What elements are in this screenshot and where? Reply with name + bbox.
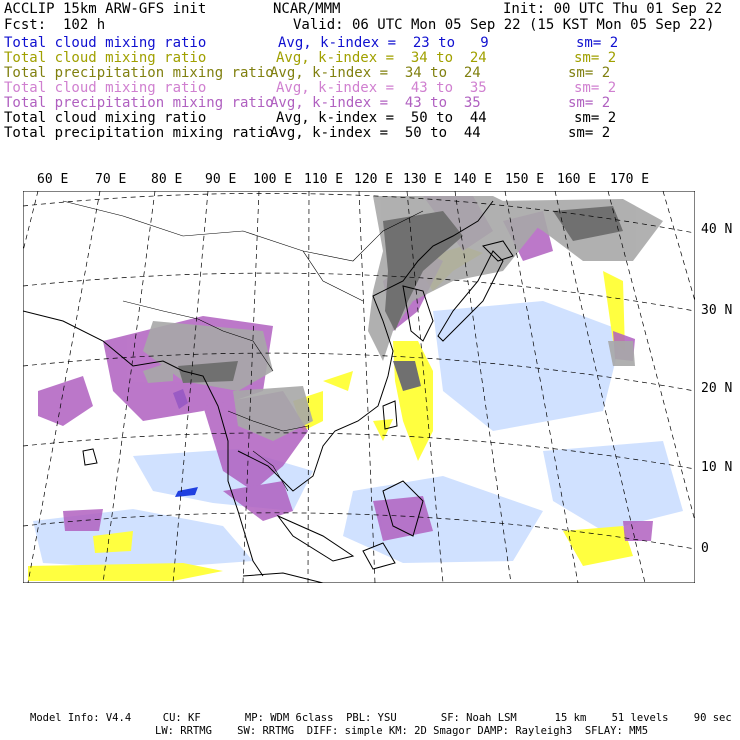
lat-label: 0 — [701, 541, 709, 556]
lon-label: 130 E — [403, 172, 443, 187]
forecast-hour: Fcst: 102 h — [4, 17, 106, 33]
lat-label: 40 N — [701, 222, 733, 237]
lon-label: 60 E — [37, 172, 69, 187]
lon-label: 80 E — [151, 172, 183, 187]
map-panel — [23, 191, 695, 583]
lat-label: 10 N — [701, 460, 733, 475]
footer-physics-info: LW: RRTMG SW: RRTMG DIFF: simple KM: 2D Smagor DAMP: Rayleigh3 SFLAY: MM5 — [155, 725, 649, 737]
legend-smooth-5: sm= 2 — [568, 95, 611, 111]
lon-label: 170 E — [610, 172, 650, 187]
legend-smooth-6: sm= 2 — [574, 110, 617, 126]
valid-time: Valid: 06 UTC Mon 05 Sep 22 (15 KST Mon 05 Sep 22) — [293, 17, 715, 33]
lon-label: 160 E — [557, 172, 597, 187]
lon-label: 140 E — [453, 172, 493, 187]
lat-label: 30 N — [701, 303, 733, 318]
legend-field-3: Total precipitation mixing ratio — [4, 65, 274, 81]
lon-label: 100 E — [253, 172, 293, 187]
map-svg — [23, 191, 695, 583]
legend-range-2: Avg, k-index = 34 to 24 — [276, 50, 487, 66]
lon-label: 90 E — [205, 172, 237, 187]
legend-smooth-3: sm= 2 — [568, 65, 611, 81]
lat-label: 20 N — [701, 381, 733, 396]
legend-range-6: Avg, k-index = 50 to 44 — [276, 110, 487, 126]
footer-model-info: Model Info: V4.4 CU: KF MP: WDM 6class PBL: YSU SF: Noah LSM 15 km 51 levels 90 sec — [30, 712, 732, 724]
legend-smooth-2: sm= 2 — [574, 50, 617, 66]
lon-label: 70 E — [95, 172, 127, 187]
legend-range-5: Avg, k-index = 43 to 35 — [270, 95, 481, 111]
legend-smooth-1: sm= 2 — [576, 35, 619, 51]
legend-field-7: Total precipitation mixing ratio — [4, 125, 274, 141]
lon-label: 150 E — [505, 172, 545, 187]
legend-range-3: Avg, k-index = 34 to 24 — [270, 65, 481, 81]
legend-range-1: Avg, k-index = 23 to 9 — [278, 35, 489, 51]
legend-range-4: Avg, k-index = 43 to 35 — [276, 80, 487, 96]
legend-field-4: Total cloud mixing ratio — [4, 80, 207, 96]
legend-range-7: Avg, k-index = 50 to 44 — [270, 125, 481, 141]
lon-label: 120 E — [354, 172, 394, 187]
lon-label: 110 E — [304, 172, 344, 187]
organization-label: NCAR/MMM — [273, 1, 341, 17]
legend-smooth-7: sm= 2 — [568, 125, 611, 141]
legend-field-2: Total cloud mixing ratio — [4, 50, 207, 66]
legend-field-1: Total cloud mixing ratio — [4, 35, 207, 51]
init-time: Init: 00 UTC Thu 01 Sep 22 — [503, 1, 723, 17]
legend-field-5: Total precipitation mixing ratio — [4, 95, 274, 111]
model-title: ACCLIP 15km ARW-GFS init — [4, 1, 207, 17]
legend-field-6: Total cloud mixing ratio — [4, 110, 207, 126]
legend-smooth-4: sm= 2 — [574, 80, 617, 96]
